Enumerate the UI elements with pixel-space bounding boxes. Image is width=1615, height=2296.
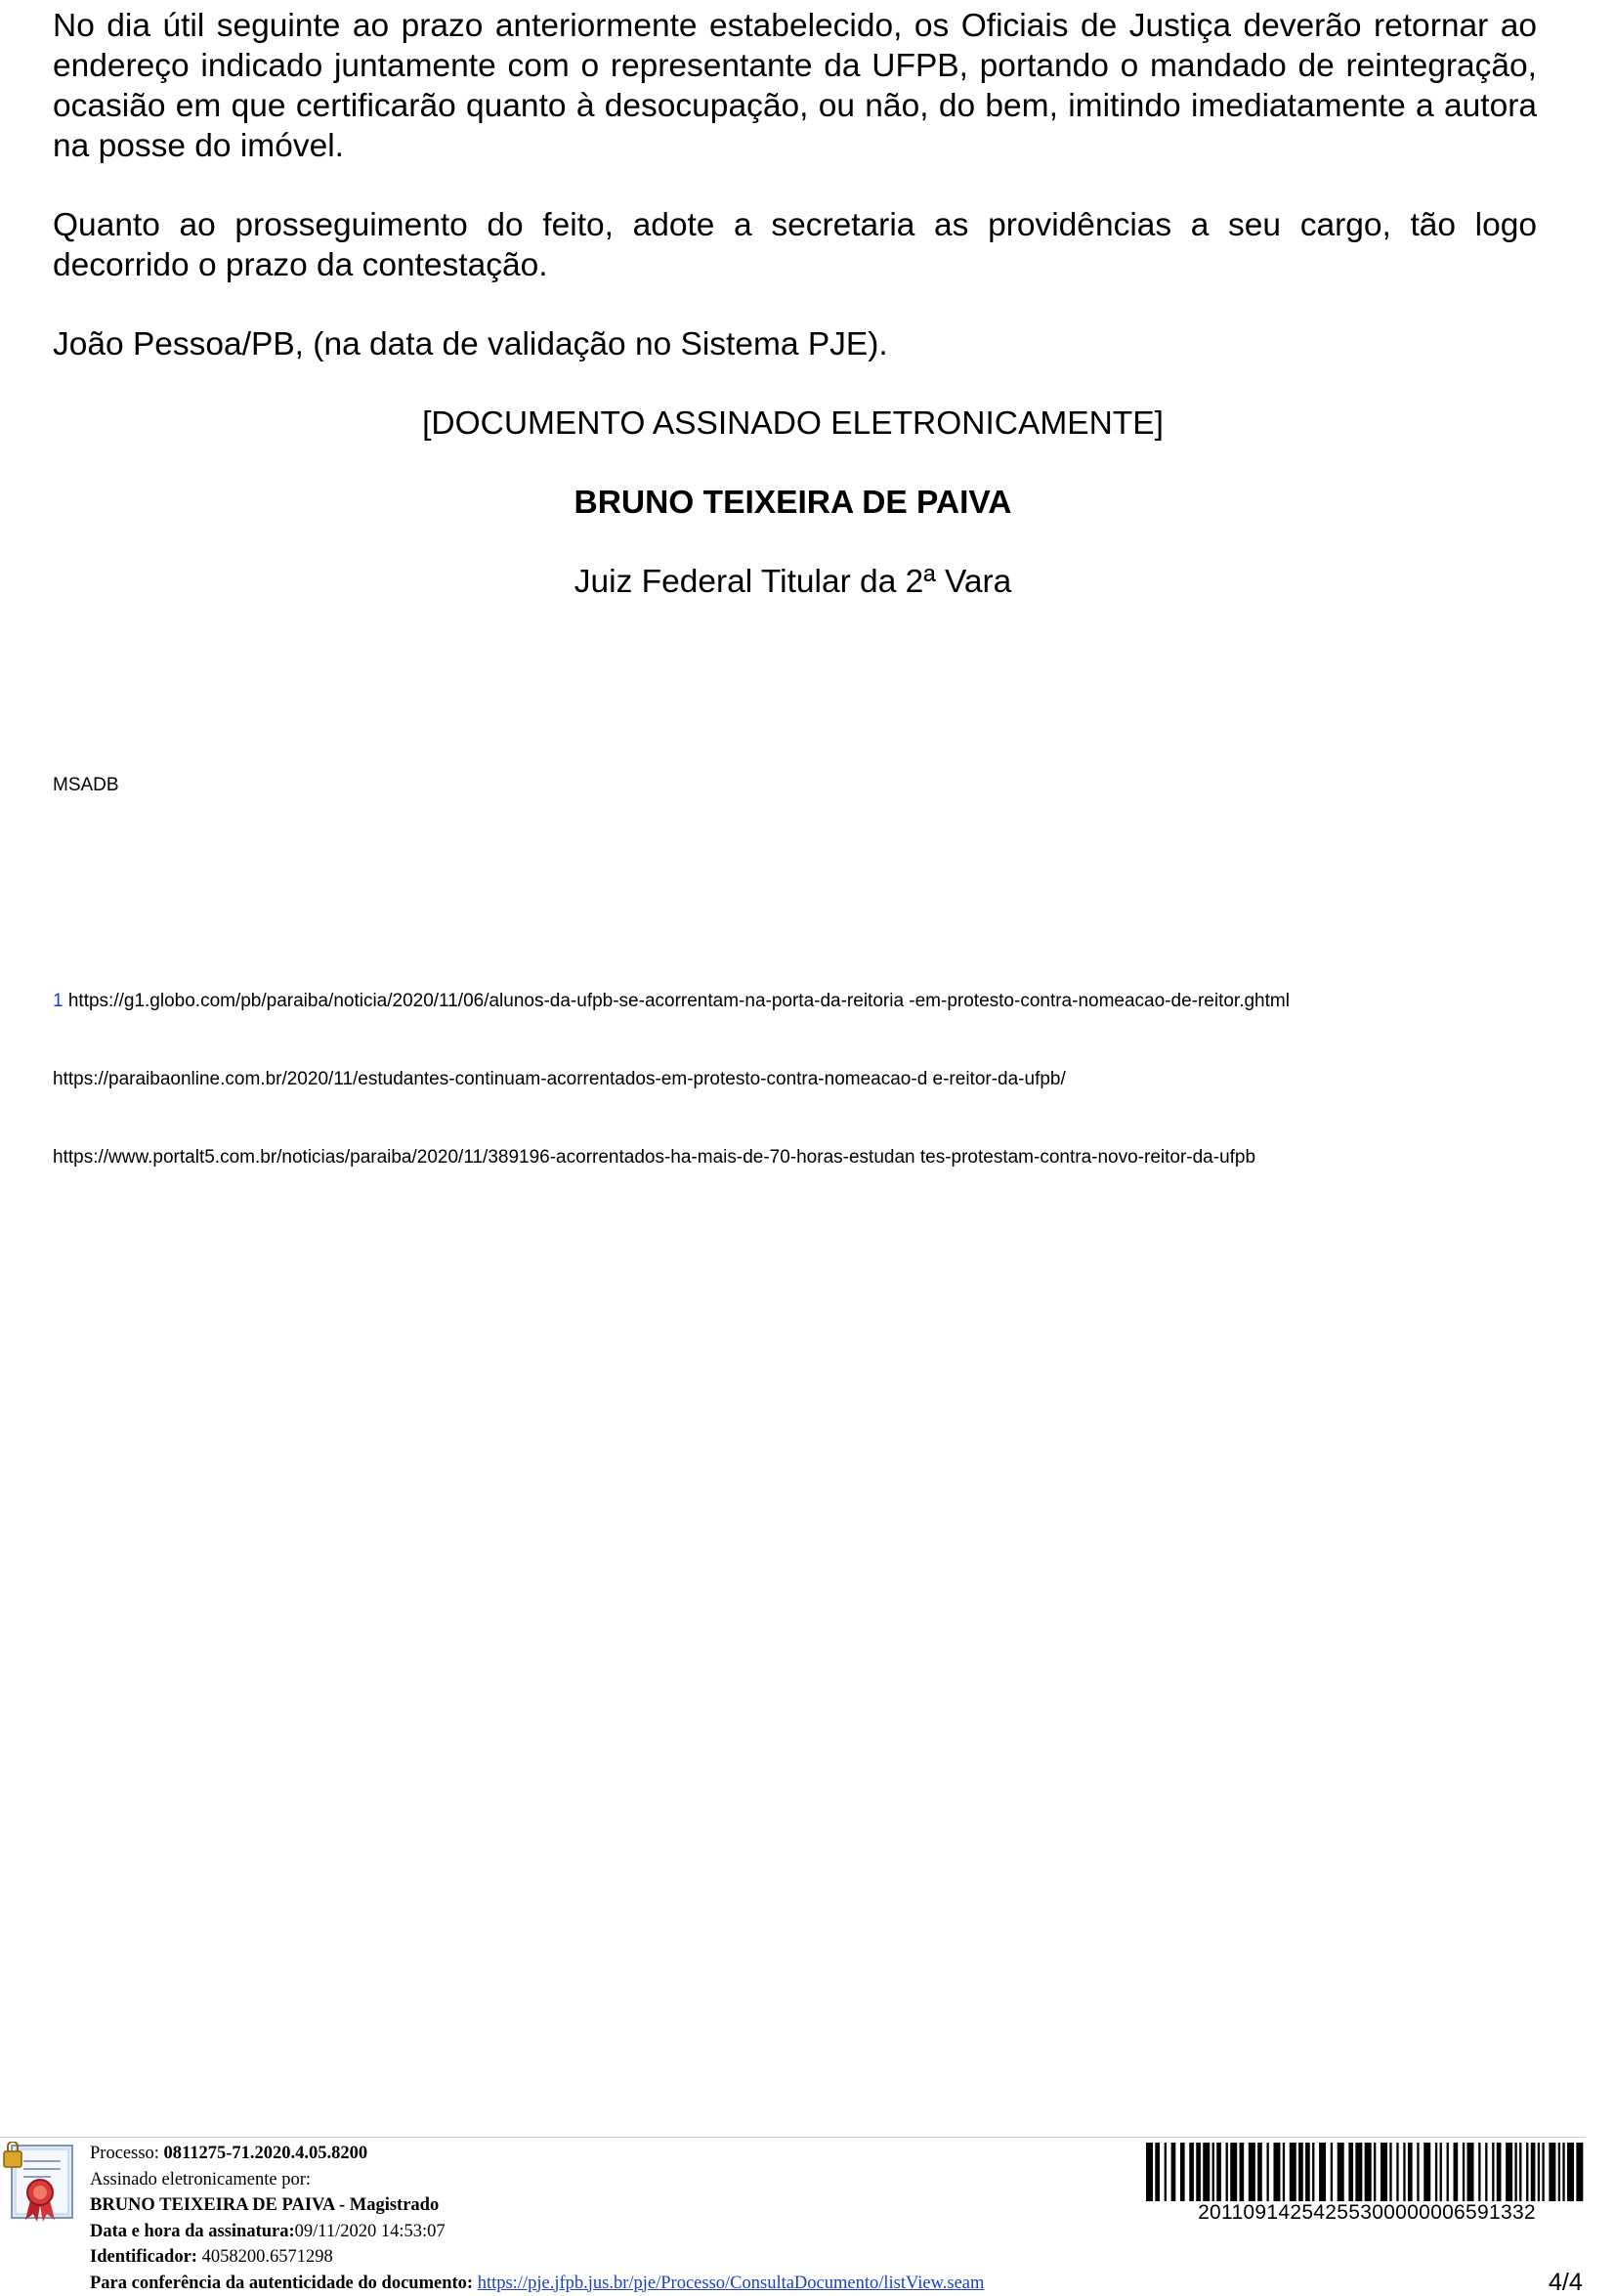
identifier-value: 4058200.6571298 xyxy=(202,2247,333,2267)
initials: MSADB xyxy=(53,774,119,797)
processo-line: Processo: 0811275-71.2020.4.05.8200 xyxy=(90,2141,984,2167)
paragraph-reintegration: No dia útil seguinte ao prazo anteriormente estabelecido, os Oficiais de Justiça deverão retornar ao endereço indicado juntamente com o representante da UFPB, portando o mandado de reintegração, ocasião em que certificarão quanto à desocupação, ou não, do bem, imitindo imediatamente a autora na posse do imóvel. xyxy=(53,6,1537,166)
signer-role: - Magistrado xyxy=(334,2195,439,2215)
verification-line: Para conferência da autenticidade do documento: https://pje.jfpb.jus.br/pje/Processo/ConsultaDocumento/listView.seam xyxy=(90,2271,984,2296)
signature-datetime: 09/11/2020 14:53:07 xyxy=(295,2222,446,2241)
paragraph-proceeding: Quanto ao prosseguimento do feito, adote a secretaria as providências a seu cargo, tão logo decorrido o prazo da contestação. xyxy=(53,205,1537,285)
signer-name: BRUNO TEIXEIRA DE PAIVA xyxy=(90,2195,334,2215)
certificate-seal-icon xyxy=(2,2142,80,2222)
signed-by-label: Assinado eletronicamente por: xyxy=(90,2167,984,2193)
signer-line xyxy=(90,2192,984,2219)
barcode-number: 20110914254255300000006591332 xyxy=(1146,2201,1588,2225)
page-number: 4/4 xyxy=(1549,2269,1583,2296)
signature-block xyxy=(90,2141,984,2296)
footer-divider xyxy=(0,2137,1586,2138)
signed-note: [DOCUMENTO ASSINADO ELETRONICAMENTE] xyxy=(0,404,1586,444)
footnote-1 xyxy=(53,990,1290,1013)
footnote-number: 1 xyxy=(53,991,64,1011)
processo-number: 0811275-71.2020.4.05.8200 xyxy=(164,2144,368,2163)
signature-datetime-line: Data e hora da assinatura:09/11/2020 14:53:07 xyxy=(90,2219,984,2245)
place-date: João Pessoa/PB, (na data de validação no Sistema PJE). xyxy=(53,324,1537,364)
verification-link[interactable]: https://pje.jfpb.jus.br/pje/Processo/ConsultaDocumento/listView.seam xyxy=(478,2274,985,2293)
footnote-link-paraibaonline[interactable]: https://paraibaonline.com.br/2020/11/estudantes-continuam-acorrentados-em-protesto-contra-nomeacao-d e-reitor-da-ufpb/ xyxy=(53,1068,1066,1091)
footnote-link-portalt5[interactable]: https://www.portalt5.com.br/noticias/paraiba/2020/11/389196-acorrentados-ha-mais-de-70-horas-estudan tes-protestam-contra-novo-reitor-da-ufpb xyxy=(53,1146,1255,1169)
footnote-link-g1[interactable]: https://g1.globo.com/pb/paraiba/noticia/2020/11/06/alunos-da-ufpb-se-acorrentam-na-porta-da-reitoria -em-protesto-contra-nomeacao-de-reitor.ghtml xyxy=(68,991,1290,1011)
judge-title: Juiz Federal Titular da 2ª Vara xyxy=(0,562,1586,602)
barcode-icon xyxy=(1146,2143,1588,2201)
judge-name: BRUNO TEIXEIRA DE PAIVA xyxy=(0,483,1586,523)
identifier-line: Identificador: 4058200.6571298 xyxy=(90,2244,984,2271)
